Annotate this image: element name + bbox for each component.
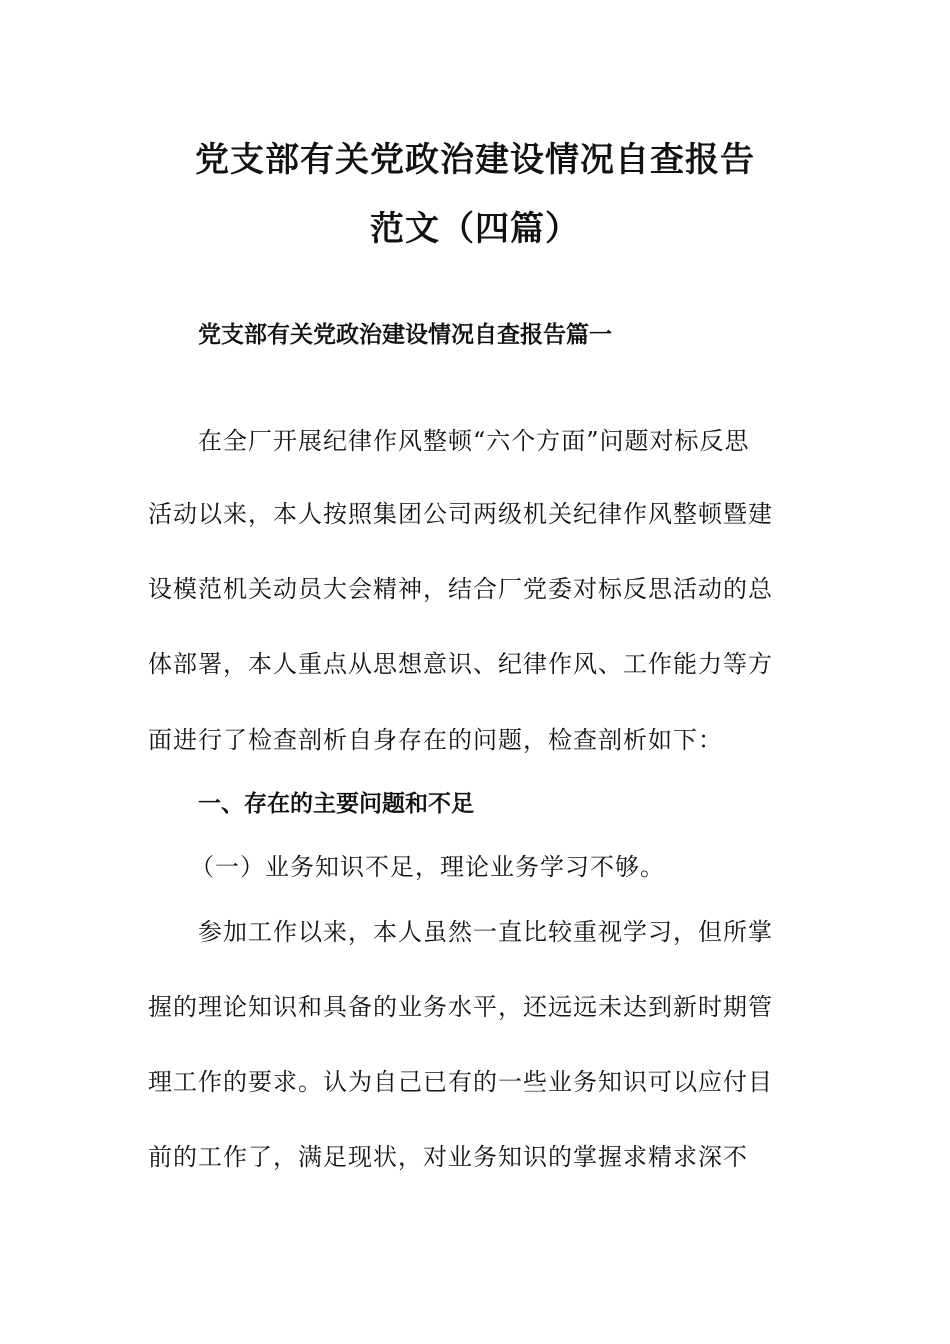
document-title-line-2: 范文（四篇） (370, 209, 580, 249)
section-heading-1: 一、存在的主要问题和不足 (198, 791, 474, 817)
document-title-line-1: 党支部有关党政治建设情况自查报告 (195, 140, 755, 180)
paragraph-1-line-3: 设模范机关动员大会精神，结合厂党委对标反思活动的总 (148, 575, 773, 603)
paragraph-2-line-1: 参加工作以来，本人虽然一直比较重视学习，但所掌 (198, 918, 773, 946)
paragraph-1-line-2: 活动以来，本人按照集团公司两级机关纪律作风整顿暨建 (148, 500, 773, 528)
paragraph-1-line-4: 体部署，本人重点从思想意识、纪律作风、工作能力等方 (148, 650, 773, 678)
report-subheading: 党支部有关党政治建设情况自查报告篇一 (198, 322, 612, 348)
paragraph-2-line-4: 前的工作了，满足现状，对业务知识的掌握求精求深不 (148, 1143, 748, 1171)
paragraph-2-line-3: 理工作的要求。认为自己已有的一些业务知识可以应付目 (148, 1068, 773, 1096)
paragraph-1-line-1: 在全厂开展纪律作风整顿“六个方面”问题对标反思 (198, 427, 750, 455)
subsection-heading-1: （一）业务知识不足，理论业务学习不够。 (190, 853, 665, 881)
paragraph-1-line-5: 面进行了检查剖析自身存在的问题，检查剖析如下： (148, 726, 723, 754)
paragraph-2-line-2: 握的理论知识和具备的业务水平，还远远未达到新时期管 (148, 993, 773, 1021)
